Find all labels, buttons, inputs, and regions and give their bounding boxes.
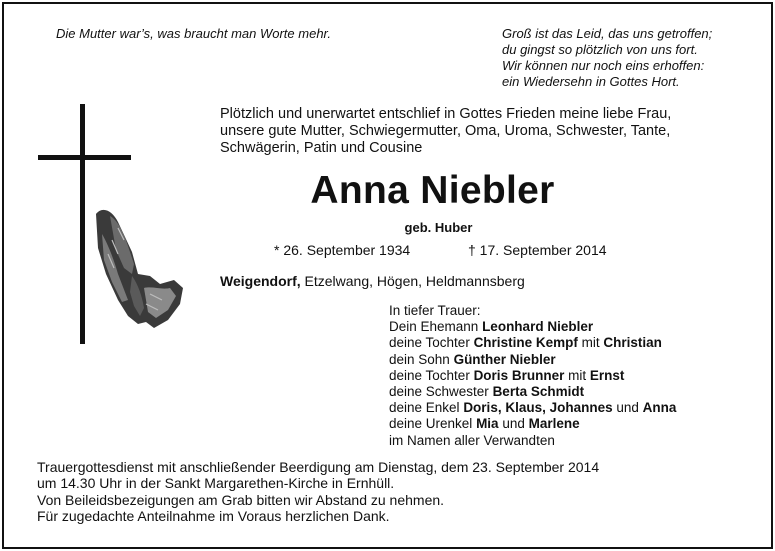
mourners-heading: In tiefer Trauer: bbox=[389, 303, 481, 318]
mourner-line bbox=[389, 400, 676, 416]
mourner-line bbox=[389, 319, 676, 335]
mourner-line bbox=[389, 416, 676, 432]
mourner-relation: deine Tochter bbox=[389, 335, 474, 351]
place-others: Etzelwang, Högen, Heldmannsberg bbox=[300, 273, 525, 289]
mourner-name: Günther Niebler bbox=[453, 351, 556, 367]
footer-line: um 14.30 Uhr in der Sankt Margarethen-Kirche in Ernhüll. bbox=[37, 475, 395, 492]
maiden-name: geb. Huber bbox=[404, 220, 473, 235]
mourners-list bbox=[389, 303, 676, 449]
mourner-line bbox=[389, 384, 676, 400]
mourner-name: Leonhard Niebler bbox=[482, 319, 594, 335]
intro-text bbox=[220, 106, 740, 157]
mourners-closing: im Namen aller Verwandten bbox=[389, 432, 555, 448]
mourner-name: Christine Kempf bbox=[473, 335, 578, 351]
mourner-relation: deine Tochter bbox=[389, 367, 474, 383]
footer-line: Für zugedachte Anteilnahme im Voraus herzlichen Dank. bbox=[37, 508, 390, 525]
mourner-relation: Dein Ehemann bbox=[389, 319, 483, 335]
mourner-line bbox=[389, 335, 676, 351]
mourner-line bbox=[389, 352, 676, 368]
mourner-name: Marlene bbox=[528, 416, 580, 432]
intro-line: unsere gute Mutter, Schwiegermutter, Oma, Uroma, Schwester, Tante, bbox=[220, 123, 671, 139]
quote-right-line: du gingst so plötzlich von uns fort. bbox=[502, 42, 698, 57]
place-main: Weigendorf, bbox=[220, 273, 301, 289]
mourner-connector: und bbox=[612, 400, 643, 416]
mourner-name: Doris Brunner bbox=[473, 367, 565, 383]
mourner-name: Mia bbox=[476, 416, 499, 432]
intro-line: Plötzlich und unerwartet entschlief in Gottes Frieden meine liebe Frau, bbox=[220, 106, 672, 122]
mourner-name: Berta Schmidt bbox=[492, 384, 585, 400]
mourner-name: Ernst bbox=[589, 367, 625, 383]
mourner-connector: mit bbox=[564, 367, 590, 383]
quote-right-line: Wir können nur noch eins erhoffen: bbox=[502, 58, 705, 73]
mourner-relation: deine Enkel bbox=[389, 400, 464, 416]
footer-line: Von Beileidsbezeigungen am Grab bitten wir Abstand zu nehmen. bbox=[37, 491, 445, 508]
death-date: † 17. September 2014 bbox=[468, 242, 607, 258]
mourner-relation: deine Schwester bbox=[389, 384, 493, 400]
quote-right bbox=[502, 26, 712, 90]
footer-line: Trauergottesdienst mit anschließender Beerdigung am Dienstag, dem 23. September 2014 bbox=[37, 459, 600, 475]
quote-right-line: ein Wiedersehn in Gottes Hort. bbox=[502, 74, 680, 89]
footer-text bbox=[37, 459, 599, 525]
mourner-relation: deine Urenkel bbox=[389, 416, 477, 432]
deceased-name: Anna Niebler bbox=[310, 169, 555, 212]
intro-line: Schwägerin, Patin und Cousine bbox=[220, 140, 423, 156]
mourner-connector: und bbox=[498, 416, 529, 432]
cross-icon-crossbar bbox=[38, 155, 131, 160]
mourner-line bbox=[389, 368, 676, 384]
places bbox=[220, 273, 525, 289]
birth-date: * 26. September 1934 bbox=[274, 242, 411, 258]
mourner-connector: mit bbox=[577, 335, 604, 351]
quote-right-line: Groß ist das Leid, das uns getroffen; bbox=[502, 26, 713, 41]
mourner-relation: dein Sohn bbox=[389, 351, 454, 367]
quote-left: Die Mutter war’s, was braucht man Worte mehr. bbox=[56, 26, 332, 41]
mourner-name: Christian bbox=[603, 335, 662, 351]
mourner-name: Doris, Klaus, Johannes bbox=[463, 400, 613, 416]
mourner-name: Anna bbox=[642, 400, 677, 416]
